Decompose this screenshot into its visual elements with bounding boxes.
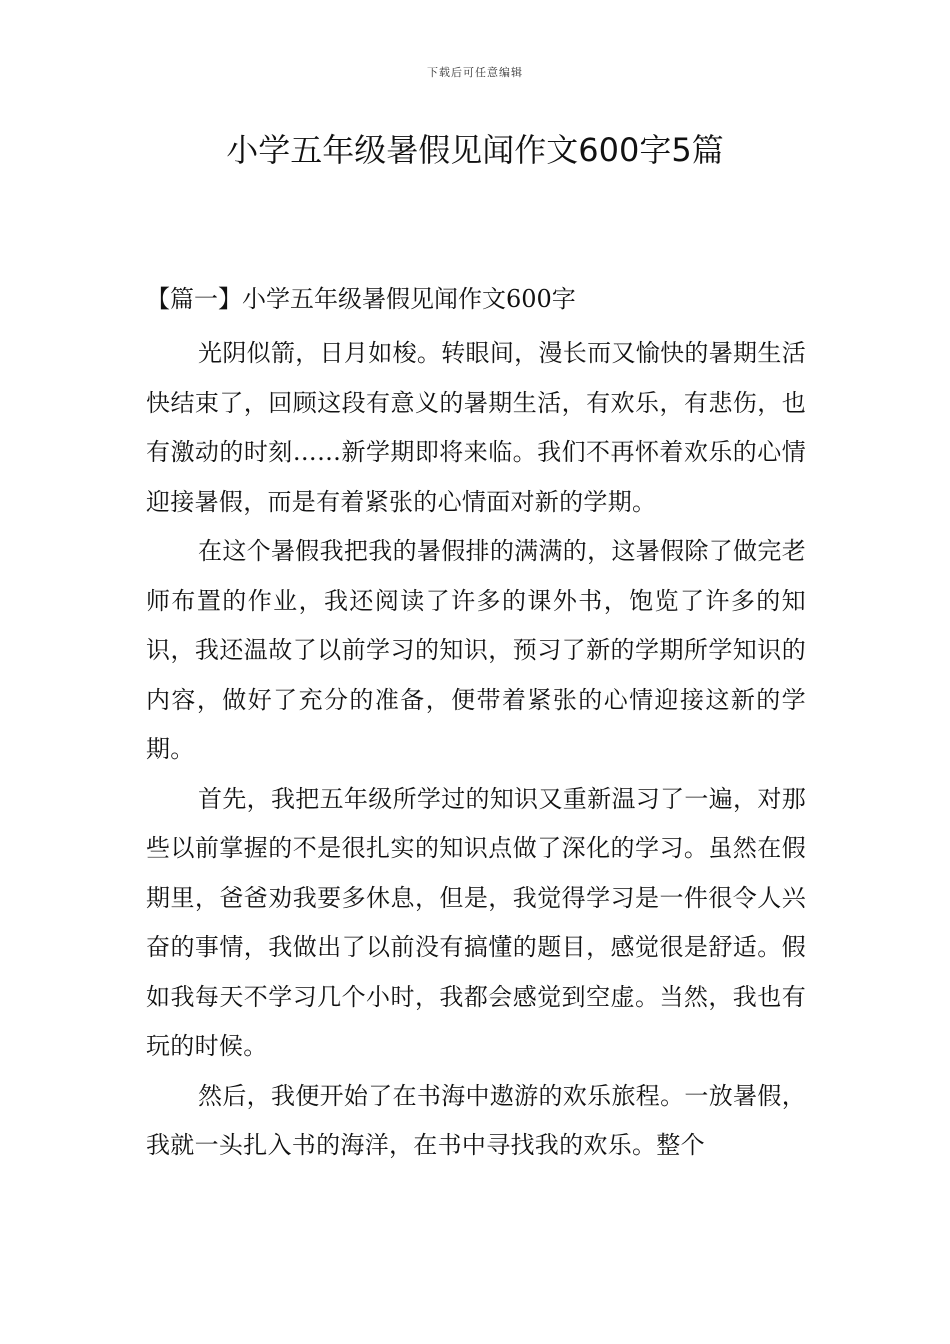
document-title: 小学五年级暑假见闻作文600字5篇 xyxy=(226,131,724,169)
article-body xyxy=(146,280,806,1171)
paragraph-1: 光阴似箭，日月如梭。转眼间，漫长而又愉快的暑期生活快结束了，回顾这段有意义的暑期生活，有欢乐，有悲伤，也有激动的时刻……新学期即将来临。我们不再怀着欢乐的心情迎接暑假，而是有着紧张的心情面对新的学期。 xyxy=(146,339,806,516)
paragraph-4: 然后，我便开始了在书海中遨游的欢乐旅程。一放暑假，我就一头扎入书的海洋，在书中寻找我的欢乐。整个 xyxy=(146,1081,806,1159)
header-note: 下载后可任意编辑 xyxy=(427,66,523,79)
paragraph-2: 在这个暑假我把我的暑假排的满满的，这暑假除了做完老师布置的作业，我还阅读了许多的课外书，饱览了许多的知识，我还温故了以前学习的知识，预习了新的学期所学知识的内容，做好了充分的准备，便带着紧张的心情迎接这新的学期。 xyxy=(146,537,806,763)
paragraph-3: 首先，我把五年级所学过的知识又重新温习了一遍，对那些以前掌握的不是很扎实的知识点做了深化的学习。虽然在假期里，爸爸劝我要多休息，但是，我觉得学习是一件很令人兴奋的事情，我做出了以前没有搞懂的题目，感觉很是舒适。假如我每天不学习几个小时，我都会感觉到空虚。当然，我也有玩的时候。 xyxy=(146,784,806,1060)
section-heading: 【篇一】小学五年级暑假见闻作文600字 xyxy=(146,285,576,313)
